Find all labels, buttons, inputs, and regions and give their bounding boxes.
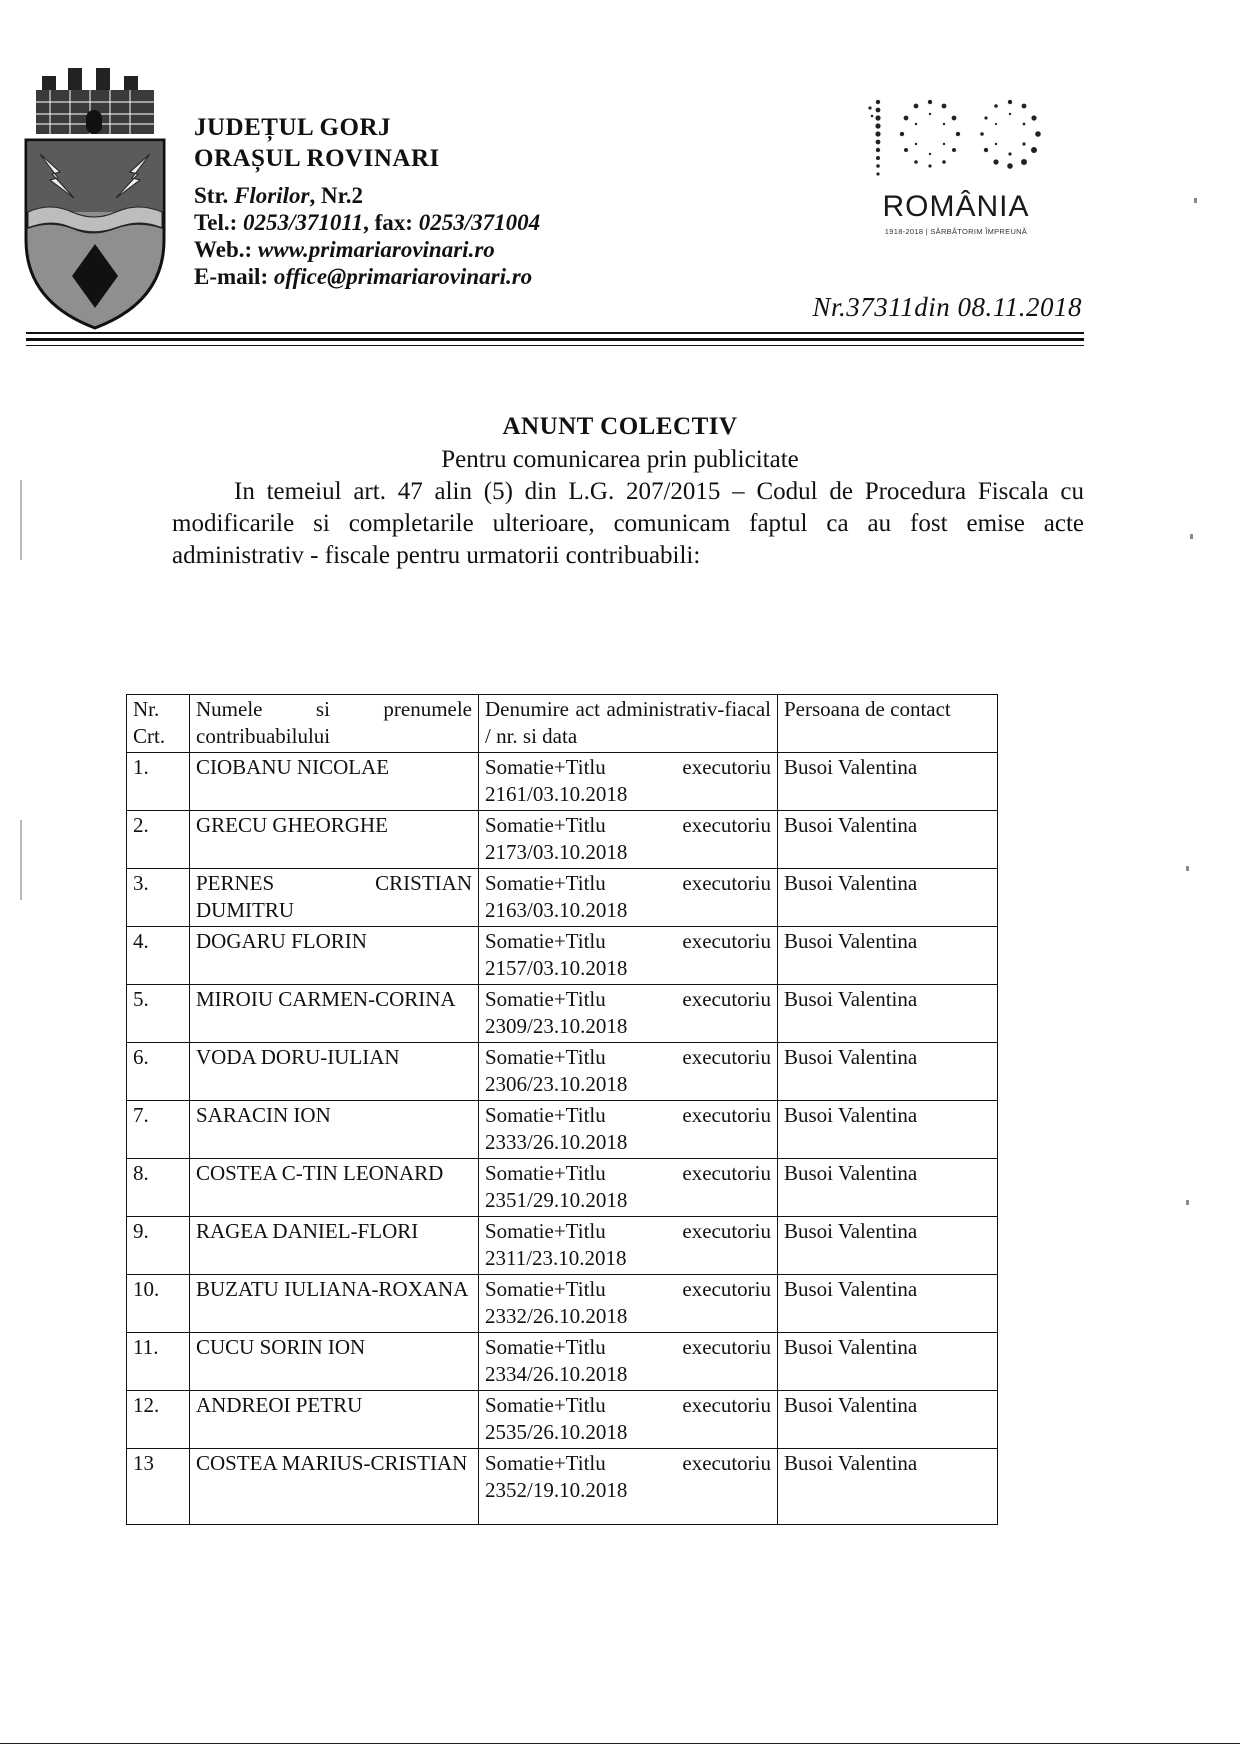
phone-number: 0253/371011 [243,210,364,235]
phone-line: Tel.: 0253/371011, fax: 0253/371004 [194,210,541,235]
row-nr: 10. [127,1275,190,1333]
row-act: Somatie+Titlu executoriu 2309/23.10.2018 [479,985,778,1043]
header-divider [26,332,1084,334]
row-act: Somatie+Titlu executoriu 2334/26.10.2018 [479,1333,778,1391]
row-contact: Busoi Valentina [778,1159,998,1217]
table-row [127,1043,998,1101]
row-act: Somatie+Titlu executoriu 2535/26.10.2018 [479,1391,778,1449]
row-name: MIROIU CARMEN-CORINA [190,985,479,1043]
table-row [127,1391,998,1449]
row-contact: Busoi Valentina [778,1043,998,1101]
row-contact: Busoi Valentina [778,1449,998,1525]
web-line: Web.: www.primariarovinari.ro [194,237,495,262]
row-act: Somatie+Titlu executoriu 2333/26.10.2018 [479,1101,778,1159]
table-row [127,985,998,1043]
header-name: Numele si prenumele contribuabilului [190,695,479,753]
row-name: ANDREOI PETRU [190,1391,479,1449]
document-number: Nr.37311din 08.11.2018 [812,292,1082,322]
row-nr: 13 [127,1449,190,1525]
row-nr: 9. [127,1217,190,1275]
row-act: Somatie+Titlu executoriu 2332/26.10.2018 [479,1275,778,1333]
row-name: GRECU GHEORGHE [190,811,479,869]
row-nr: 1. [127,753,190,811]
row-act: Somatie+Titlu executoriu 2157/03.10.2018 [479,927,778,985]
table-row [127,1159,998,1217]
row-name: VODA DORU-IULIAN [190,1043,479,1101]
row-contact: Busoi Valentina [778,1391,998,1449]
table-row [127,869,998,927]
row-nr: 3. [127,869,190,927]
table-row [127,1275,998,1333]
table-row [127,927,998,985]
website-link: www.primariarovinari.ro [257,237,495,262]
email-line: E-mail: office@primariarovinari.ro [194,264,533,289]
town-name: ORAȘUL ROVINARI [194,145,440,172]
row-name: COSTEA C-TIN LEONARD [190,1159,479,1217]
table-header-row [127,695,998,753]
header-contact: Persoana de contact [778,695,998,753]
row-contact: Busoi Valentina [778,753,998,811]
row-act: Somatie+Titlu executoriu 2352/19.10.2018 [479,1449,778,1525]
contributors-table [126,694,998,1525]
header-nr: Nr. Crt. [127,695,190,753]
scan-speck [20,820,22,900]
scan-speck [20,480,22,560]
email-link: office@primariarovinari.ro [273,264,533,289]
header-divider [26,345,1084,346]
row-name: PERNES CRISTIAN DUMITRU [190,869,479,927]
row-act: Somatie+Titlu executoriu 2161/03.10.2018 [479,753,778,811]
row-act: Somatie+Titlu executoriu 2163/03.10.2018 [479,869,778,927]
row-nr: 7. [127,1101,190,1159]
row-nr: 8. [127,1159,190,1217]
row-contact: Busoi Valentina [778,869,998,927]
row-name: SARACIN ION [190,1101,479,1159]
row-contact: Busoi Valentina [778,1101,998,1159]
row-name: CIOBANU NICOLAE [190,753,479,811]
row-name: CUCU SORIN ION [190,1333,479,1391]
header-divider [26,338,1084,341]
announcement-body: In temeiul art. 47 alin (5) din L.G. 207/2015 – Codul de Procedura Fiscala cu modificarile si completarile ulterioare, comunicam faptul ca au fost emise acte administrativ - fiscale pentru urmatorii contribuabili: [172,478,1084,569]
header-act: Denumire act administrativ-fiacal / nr. si data [479,695,778,753]
row-name: BUZATU IULIANA-ROXANA [190,1275,479,1333]
row-contact: Busoi Valentina [778,811,998,869]
row-act: Somatie+Titlu executoriu 2306/23.10.2018 [479,1043,778,1101]
row-contact: Busoi Valentina [778,985,998,1043]
table-row [127,1449,998,1525]
row-nr: 6. [127,1043,190,1101]
scan-speck [1190,534,1193,539]
table-row [127,753,998,811]
scan-speck [1186,1200,1189,1205]
row-nr: 4. [127,927,190,985]
scan-speck [1194,198,1197,203]
table-row [127,1217,998,1275]
table-row [127,811,998,869]
centenary-tagline: 1918-2018 | SĂRBĂTORIM ÎMPREUNĂ [884,227,1028,236]
rovinari-coat-of-arms-icon [20,62,170,332]
row-nr: 11. [127,1333,190,1391]
row-act: Somatie+Titlu executoriu 2311/23.10.2018 [479,1217,778,1275]
row-nr: 2. [127,811,190,869]
row-name: COSTEA MARIUS-CRISTIAN [190,1449,479,1525]
table-row [127,1333,998,1391]
county-name: JUDEȚUL GORJ [194,114,392,141]
fax-number: 0253/371004 [418,210,541,235]
row-contact: Busoi Valentina [778,1275,998,1333]
row-name: RAGEA DANIEL-FLORI [190,1217,479,1275]
row-nr: 12. [127,1391,190,1449]
row-contact: Busoi Valentina [778,1333,998,1391]
announcement-subtitle: Pentru comunicarea prin publicitate [441,446,799,473]
table-row [127,1101,998,1159]
row-contact: Busoi Valentina [778,927,998,985]
row-nr: 5. [127,985,190,1043]
row-contact: Busoi Valentina [778,1217,998,1275]
issuer-header [194,112,540,290]
romania-wordmark: ROMÂNIA [882,190,1030,223]
bottom-edge-line [0,1743,1240,1744]
address-line: Str. Florilor, Nr.2 [194,183,363,208]
row-act: Somatie+Titlu executoriu 2173/03.10.2018 [479,811,778,869]
scan-speck [1186,866,1189,871]
announcement-title: ANUNT COLECTIV [502,413,738,440]
row-name: DOGARU FLORIN [190,927,479,985]
row-act: Somatie+Titlu executoriu 2351/29.10.2018 [479,1159,778,1217]
